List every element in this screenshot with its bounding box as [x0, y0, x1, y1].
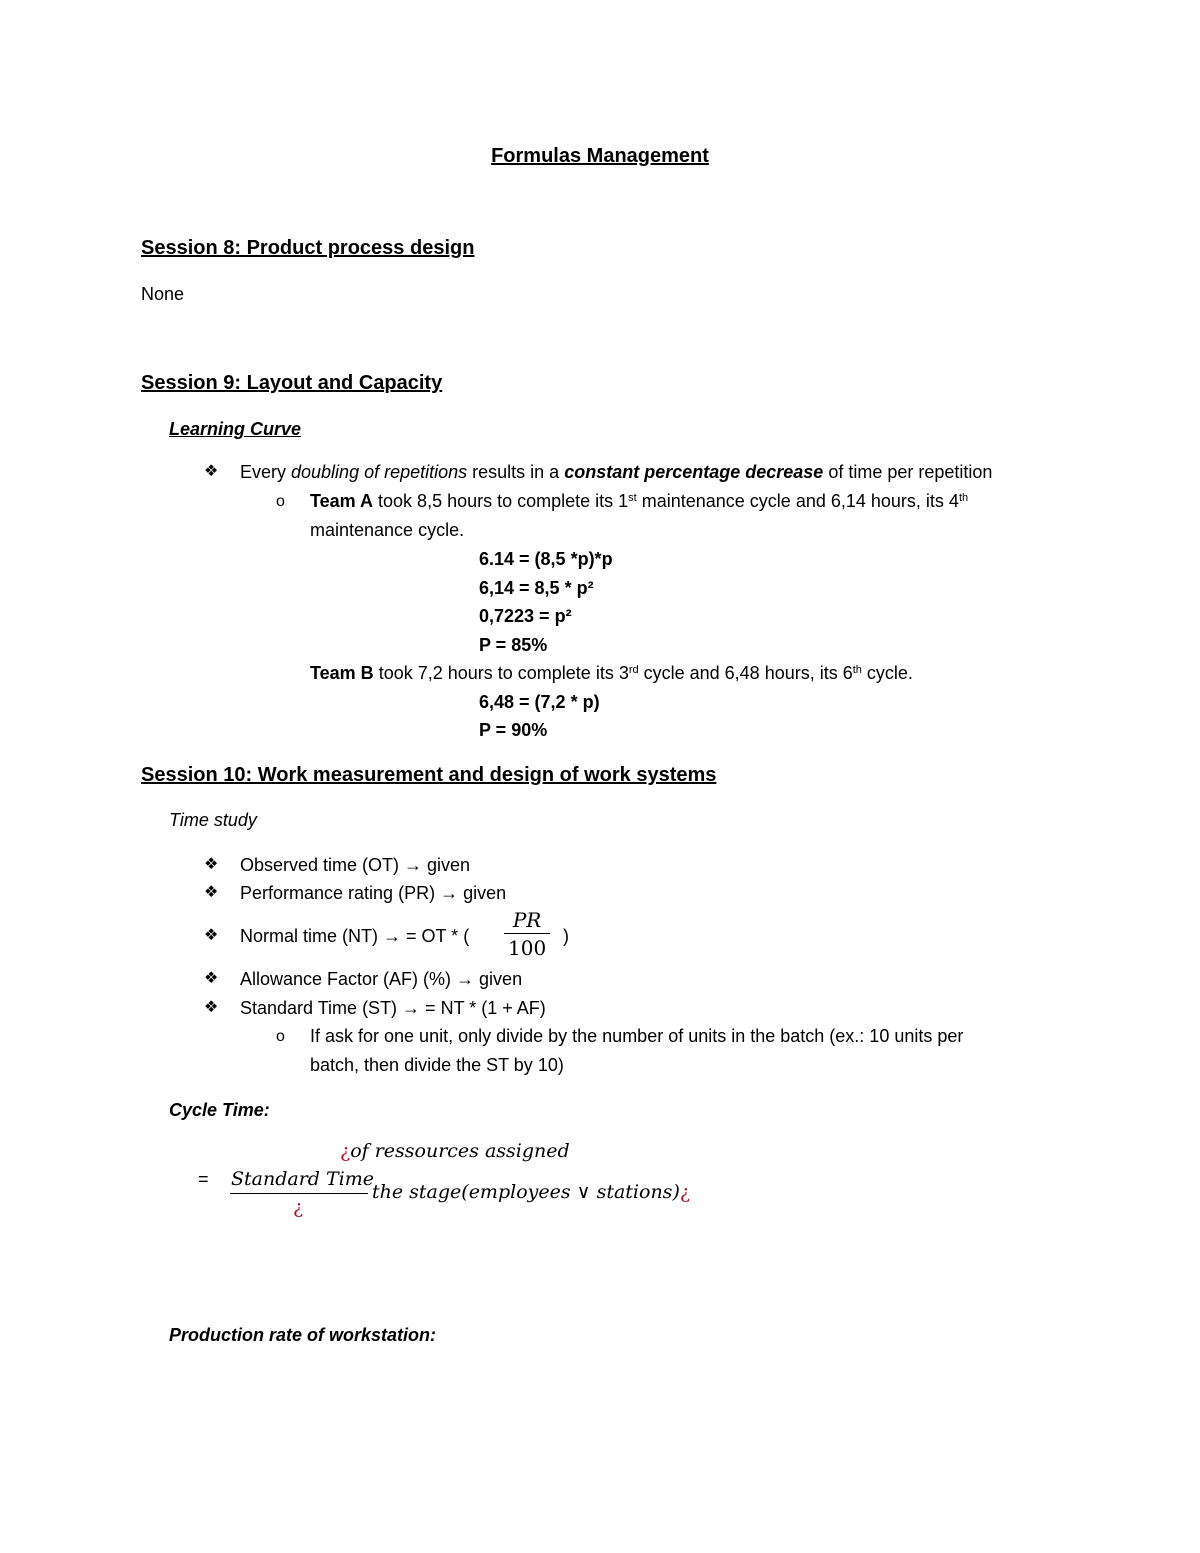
cycle-time-numerator: ¿of ressources assigned: [340, 1140, 570, 1162]
learning-curve-subheading: Learning Curve: [169, 419, 302, 439]
cycle-time-fraction-top: Standard Time: [231, 1168, 375, 1190]
nt-fraction: [504, 907, 550, 962]
time-study-item-pr: Performance rating (PR) → given: [240, 883, 507, 903]
team-b-line: Team B took 7,2 hours to complete its 3rd cycle and 6,48 hours, its 6th cycle.: [310, 663, 913, 683]
st-note-line2: batch, then divide the ST by 10): [310, 1055, 564, 1075]
diamond-bullet-icon: ❖: [204, 927, 219, 944]
team-a-line1: Team A took 8,5 hours to complete its 1st maintenance cycle and 6,14 hours, its 4th: [310, 491, 969, 511]
team-b-equation-2: P = 90%: [479, 720, 548, 740]
session8-body: None: [141, 284, 185, 304]
diamond-bullet-icon: ❖: [204, 884, 219, 901]
session9-heading: Session 9: Layout and Capacity: [141, 372, 443, 394]
document-title: Formulas Management: [491, 145, 709, 167]
learning-curve-bullet: Every doubling of repetitions results in a constant percentage decrease of time per repetition: [240, 462, 993, 482]
diamond-bullet-icon: ❖: [204, 970, 219, 987]
nt-close-paren: ): [563, 926, 569, 946]
time-study-item-st: Standard Time (ST) → = NT * (1 + AF): [240, 998, 546, 1018]
session10-heading: Session 10: Work measurement and design of work systems: [141, 764, 717, 786]
team-a-equation-1: 6.14 = (8,5 *p)*p: [479, 549, 613, 569]
time-study-item-ot: Observed time (OT) → given: [240, 855, 471, 875]
production-rate-subheading: Production rate of workstation:: [169, 1325, 437, 1345]
team-a-line2: maintenance cycle.: [310, 520, 465, 540]
cycle-time-tail: the stage(employees ∨ stations)¿: [372, 1181, 691, 1203]
diamond-bullet-icon: ❖: [204, 463, 219, 480]
circle-bullet-icon: o: [276, 1028, 285, 1045]
team-a-equation-4: P = 85%: [479, 635, 548, 655]
time-study-subheading: Time study: [169, 810, 257, 830]
time-study-item-nt: Normal time (NT) → = OT * (: [240, 926, 470, 946]
cycle-time-equals: =: [198, 1169, 209, 1189]
circle-bullet-icon: o: [276, 493, 285, 510]
st-note-line1: If ask for one unit, only divide by the number of units in the batch (ex.: 10 units per: [310, 1026, 964, 1046]
error-glyph: ¿: [293, 1196, 304, 1218]
team-a-equation-3: 0,7223 = p²: [479, 606, 572, 626]
time-study-item-af: Allowance Factor (AF) (%) → given: [240, 969, 523, 989]
session8-heading: Session 8: Product process design: [141, 237, 475, 259]
diamond-bullet-icon: ❖: [204, 856, 219, 873]
error-glyph: ¿: [340, 1140, 351, 1162]
error-glyph: ¿: [679, 1181, 691, 1203]
diamond-bullet-icon: ❖: [204, 999, 219, 1016]
team-a-equation-2: 6,14 = 8,5 * p²: [479, 578, 594, 598]
team-b-equation-1: 6,48 = (7,2 * p): [479, 692, 600, 712]
cycle-time-subheading: Cycle Time:: [169, 1100, 270, 1120]
nt-fraction-denominator: 100: [504, 933, 550, 962]
nt-fraction-numerator: PR: [512, 908, 542, 932]
